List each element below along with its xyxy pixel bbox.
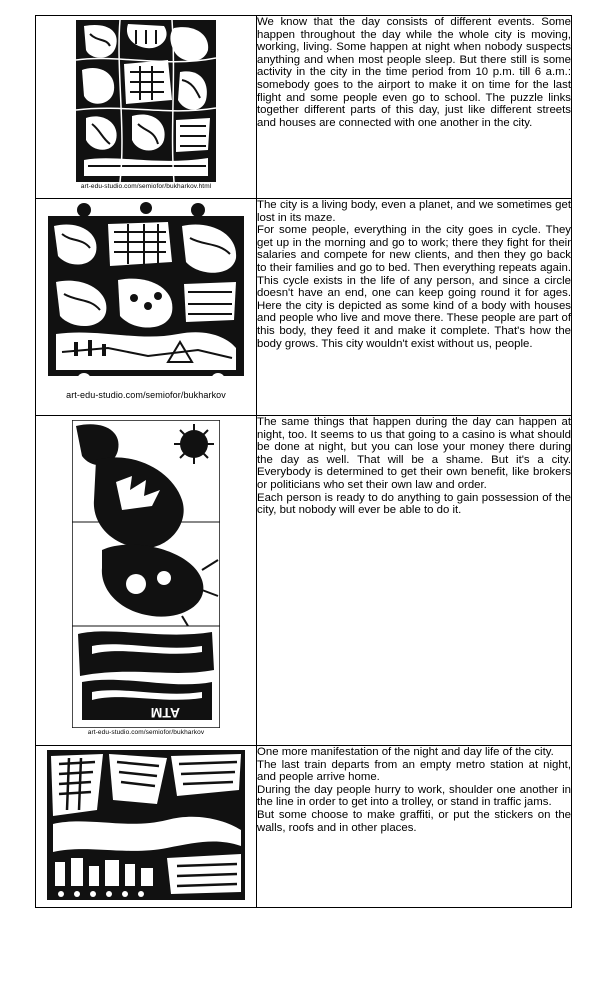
metro-graffiti-illustration xyxy=(47,750,245,900)
atm-art-text: ATM xyxy=(150,705,180,721)
paragraph: The last train departs from an empty metro station at night, and people arrive home. xyxy=(257,758,571,784)
night-city-illustration xyxy=(72,420,220,728)
content-table xyxy=(35,15,572,908)
image-cell xyxy=(36,416,257,746)
paragraph: For some people, everything in the city goes in cycle. They get up in the morning and go to work; there they fight for their salaries and compete for new clients, and then they go back to their families and go to bed. Then everything repeats again. This cycle exists in the life of any person, and since a circle doesn't have an end, one can keep going round it for ages. Here the city is depicted as some kind of a body with houses and people who live and move there. These people are part of this body, they feed it and make it complete. That's how the body grows. This city wouldn't exist without us, people. xyxy=(257,224,571,350)
text-cell xyxy=(257,199,572,416)
image-cell xyxy=(36,746,257,908)
paragraph: Each person is ready to do anything to gain possession of the city, but nobody will ever be able to do it. xyxy=(257,491,571,517)
table-row xyxy=(36,416,572,746)
paragraph: But some choose to make graffiti, or put the stickers on the walls, roofs and in other places. xyxy=(257,808,571,834)
image-cell xyxy=(36,16,257,199)
text-cell xyxy=(257,16,572,199)
paragraph: One more manifestation of the night and day life of the city. xyxy=(257,746,554,758)
table-row xyxy=(36,16,572,199)
text-cell xyxy=(257,416,572,746)
puzzle-map-illustration xyxy=(76,20,216,182)
image-caption: art-edu-studio.com/semiofor/bukharkov.html xyxy=(80,183,212,190)
image-cell xyxy=(36,199,257,416)
paragraph: The city is a living body, even a planet, and we sometimes get lost in its maze. xyxy=(257,199,571,224)
image-caption: art-edu-studio.com/semiofor/bukharkov xyxy=(87,729,205,736)
paragraph: We know that the day consists of different events. Some happen throughout the day while the whole city is moving, working, living. Some happen at night when nobody suspects anything and when most people sleep. But there still is some activity in the city in the time period from 10 p.m. till 6 a.m.: somebody goes to the airport to make it on time for the last flight and some people even go to school. The puzzle links together different parts of this day, just like different streets and houses are connected with one another in the city. xyxy=(257,16,571,129)
paragraph: The same things that happen during the day can happen at night, too. It seems to us that going to a casino is what should be done at night, but you can lose your money there during the day as well. That will be a shame. But it's a city. Everybody is determined to get their own benefit, like brokers or politicians who set their own law and order. xyxy=(257,416,571,491)
city-body-illustration xyxy=(48,202,244,388)
table-row xyxy=(36,746,572,908)
table-row xyxy=(36,199,572,416)
paragraph: During the day people hurry to work, shoulder one another in the line in order to get into a trolley, or stand in traffic jams. xyxy=(257,783,571,809)
image-caption: art-edu-studio.com/semiofor/bukharkov xyxy=(66,390,226,400)
text-cell xyxy=(257,746,572,908)
